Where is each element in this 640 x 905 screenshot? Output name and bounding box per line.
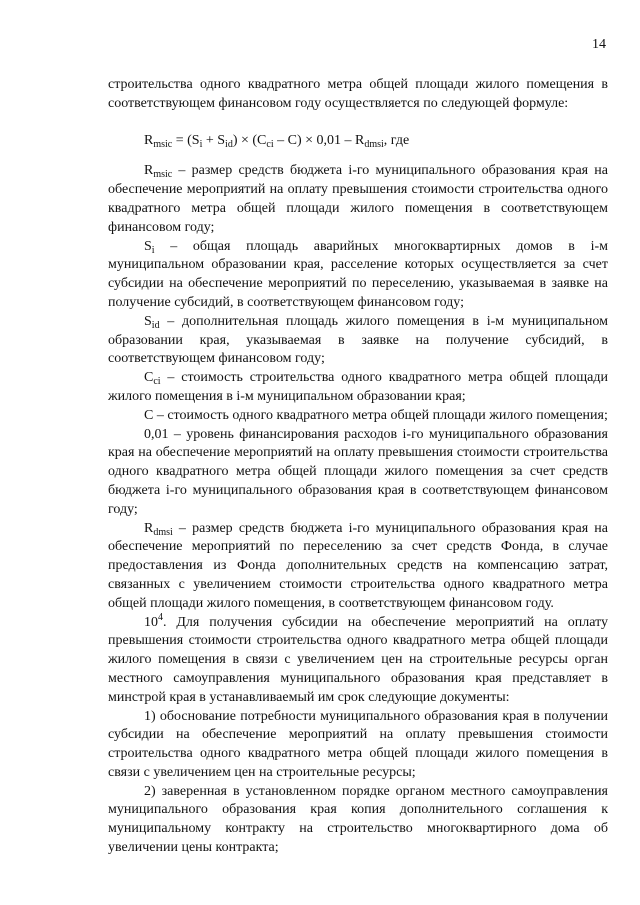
formula-lhs-sub: msic	[153, 138, 173, 150]
section-paragraph	[108, 611, 608, 708]
definition-symbol: R	[144, 520, 154, 536]
definition-c	[108, 407, 608, 426]
definition-symbol: S	[144, 313, 152, 329]
section-number: 10	[144, 614, 158, 630]
document-body	[108, 76, 608, 858]
page-number: 14	[592, 37, 606, 52]
formula-cci-sub: ci	[266, 138, 274, 150]
formula-tail: – C) × 0,01 – R	[273, 132, 365, 148]
definition-symbol: 0,01	[144, 426, 169, 442]
definition-subscript: ci	[153, 376, 161, 388]
formula-lhs: R	[144, 132, 154, 148]
intro-paragraph: строительства одного квадратного метра общей площади жилого помещения в соответствующем финансовом году осуществляется по следующей формуле:	[108, 77, 608, 111]
definition-text: – размер средств бюджета i-го муниципального образования края на обеспечение мероприятий на оплату превышения стоимости строительства одного квадратного метра общей площади жилого помещения в соответствующем финансовом году;	[108, 163, 608, 235]
formula-sid-sub: id	[225, 138, 233, 150]
formula-mid: ) × (C	[232, 132, 267, 148]
definition-text: – стоимость строительства одного квадратного метра общей площади жилого помещения в i-м муниципальном образовании края;	[108, 370, 608, 404]
definition-rdmsi	[108, 520, 608, 614]
definition-sid	[108, 313, 608, 369]
definition-rmsic	[108, 162, 608, 237]
definition-symbol: S	[144, 238, 152, 254]
definition-text: – уровень финансирования расходов i-го муниципального образования края на обеспечение мероприятий на оплату превышения стоимости строительства одного квадратного метра общей площади жилого помещения за счет средств бюджета i-го муниципального образования края в соответствующем финансовом году;	[108, 426, 608, 517]
definition-cci	[108, 369, 608, 407]
formula-r-sub: dmsi	[364, 138, 384, 150]
definition-coefficient	[108, 426, 608, 520]
formula	[108, 132, 608, 151]
definition-si	[108, 238, 608, 313]
formula-plus: + S	[202, 132, 226, 148]
definition-symbol: C	[144, 370, 154, 386]
definition-text: – размер средств бюджета i-го муниципального образования края на обеспечение мероприятий по переселению за счет средств Фонда, в случае предоставления из Фонда дополнительных средств на компенсацию затрат, связанных с увеличением стоимости строительства одного квадратного метра общей площади жилого помещения, в соответствующем финансовом году.	[108, 520, 608, 611]
definition-text: – общая площадь аварийных многоквартирных домов в i-м муниципальном образовании края, расселение которых осуществляется за счет субсидии на обеспечение мероприятий по переселению, указываемая в заявке на получение субсидий, в соответствующем финансовом году;	[108, 238, 608, 310]
formula-end: , где	[383, 132, 410, 148]
list-item: 2) заверенная в установленном порядке органом местного самоуправления муниципального образования края копия дополнительного соглашения к муниципальному контракту на строительство многоквартирного дома об увеличении цены контракта;	[108, 783, 608, 856]
definition-subscript: id	[151, 319, 160, 331]
list-item: 1) обоснование потребности муниципального образования края в получении субсидии на обеспечение мероприятий на оплату превышения стоимости строительства одного квадратного метра общей площади жилого помещения в связи с увеличением цен на строительные ресурсы;	[108, 708, 608, 780]
definition-subscript: msic	[153, 169, 173, 181]
formula-eq: = (S	[172, 132, 200, 148]
section-text: . Для получения субсидии на обеспечение мероприятий на оплату превышения стоимости строительства одного квадратного метра общей площади жилого помещения в связи с увеличением цен на строительные ресурсы орган местного самоуправления муниципального образования края представляет в минстрой края в устанавливаемый им срок следующие документы:	[108, 614, 608, 705]
definition-symbol: C	[144, 407, 154, 423]
section-number-sup: 4	[158, 611, 163, 623]
definition-subscript: dmsi	[153, 526, 173, 538]
definition-text: – дополнительная площадь жилого помещения в i-м муниципальном образовании края, указываемая в заявке на получение субсидий, в соответствующем финансовом году;	[108, 313, 608, 367]
definition-subscript: i	[151, 244, 155, 256]
definition-text: – стоимость одного квадратного метра общей площади жилого помещения;	[153, 407, 608, 423]
definition-symbol: R	[144, 163, 154, 179]
formula-si-sub: i	[199, 138, 203, 150]
